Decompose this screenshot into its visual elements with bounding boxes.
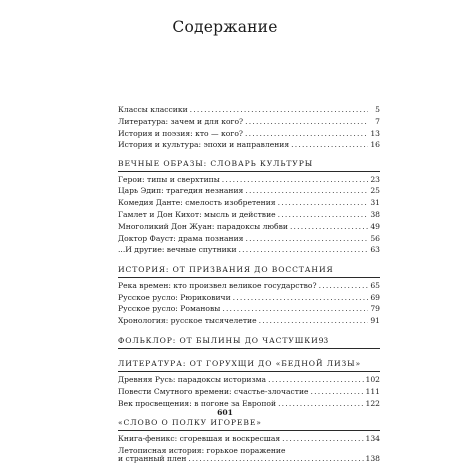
toc-entry-page: 65 <box>370 280 380 290</box>
toc-entry-label-line2: и странный плен <box>118 454 187 464</box>
toc-leader-dots <box>319 282 368 291</box>
toc-entry-line2 <box>118 455 380 464</box>
toc-entry-page: 38 <box>370 210 380 220</box>
toc-leader-dots <box>268 376 363 385</box>
toc-leader-dots <box>291 141 368 150</box>
toc-entry-label: Комедия Данте: смелость изобретения <box>118 198 276 208</box>
toc-entry-label: Классы классики <box>118 105 188 114</box>
toc-leader-dots <box>188 455 363 464</box>
toc-entry-label: История и культура: эпохи и направления <box>118 140 290 150</box>
toc-entry <box>118 376 380 388</box>
section-heading: ФОЛЬКЛОР: ОТ БЫЛИНЫ ДО ЧАСТУШКИ <box>118 335 319 345</box>
section-rule <box>118 171 380 172</box>
section-heading: ЛИТЕРАТУРА: ОТ ГОРУХЩИ ДО «БЕДНОЙ ЛИЗЫ» <box>118 359 362 369</box>
section-rule <box>118 277 380 278</box>
toc-entry-page: 69 <box>370 292 380 302</box>
toc-entry <box>118 317 380 329</box>
toc-intro <box>118 106 380 153</box>
toc-entry-page: 111 <box>365 386 380 396</box>
page-number: 601 <box>217 408 233 417</box>
toc-entry <box>118 246 380 258</box>
toc-entry-page: 5 <box>375 105 380 114</box>
toc-leader-dots <box>311 388 364 397</box>
section-heading: ИСТОРИЯ: ОТ ПРИЗВАНИЯ ДО ВОССТАНИЯ <box>118 265 334 275</box>
page-title: Содержание <box>172 18 278 36</box>
section-rule <box>118 371 380 372</box>
toc-entry-label: ...И другие: вечные спутники <box>118 245 237 255</box>
toc-entry-page: 49 <box>370 221 380 231</box>
toc-entry-page: 93 <box>318 335 329 345</box>
toc-leader-dots <box>245 235 368 244</box>
toc-entry-page: 91 <box>370 316 380 326</box>
toc-entry-label: Река времен: кто произвел великое государство? <box>118 280 317 290</box>
toc-leader-dots <box>245 130 368 139</box>
toc-entry-page: 134 <box>365 433 380 443</box>
toc-entry-label: Герои: типы и сверхтипы <box>118 174 220 184</box>
toc-entry-label: Гамлет и Дон Кихот: мысль и действие <box>118 210 276 220</box>
toc-entry-label: История и поэзия: кто — кого? <box>118 128 243 138</box>
toc-entry <box>118 447 380 465</box>
section-heading: «СЛОВО О ПОЛКУ ИГОРЕВЕ» <box>118 418 262 428</box>
toc-entry <box>118 141 380 153</box>
toc-entry-label: Древняя Русь: парадоксы историзма <box>118 374 267 384</box>
toc-leader-dots <box>290 223 368 232</box>
toc-entry-label: Век просвещения: в погоне за Европой <box>118 398 277 408</box>
toc-entry-page: 63 <box>370 245 380 255</box>
toc-leader-dots <box>190 106 368 115</box>
toc-entry-label: Хронология: русское тысячелетие <box>118 316 257 326</box>
toc-section-folklore <box>118 336 380 349</box>
toc-leader-dots <box>245 187 368 196</box>
toc-entry-label: Литература: зачем и для кого? <box>118 116 244 126</box>
toc-leader-dots <box>259 317 368 326</box>
toc-entry-page: 122 <box>365 398 380 408</box>
toc-leader-dots <box>278 199 368 208</box>
section-heading: ВЕЧНЫЕ ОБРАЗЫ: СЛОВАРЬ КУЛЬТУРЫ <box>118 159 314 169</box>
toc-entry <box>118 282 380 294</box>
toc-leader-dots <box>239 246 368 255</box>
toc-entry-page: 23 <box>370 174 380 184</box>
toc-entry-page: 102 <box>365 374 380 384</box>
toc-leader-dots <box>222 176 368 185</box>
toc-entry <box>118 388 380 400</box>
toc-entry-label: Повести Смутного времени: счастье-злочастие <box>118 386 309 396</box>
toc-section-history <box>118 265 380 329</box>
toc-entry-label-line1: Летописная история: горькое поражение <box>118 445 286 455</box>
toc-entry-page: 31 <box>370 198 380 208</box>
toc-leader-dots <box>222 305 368 314</box>
section-rule <box>118 348 380 349</box>
toc-leader-dots <box>282 435 363 444</box>
toc-leader-dots <box>245 118 368 127</box>
toc-entry-page: 7 <box>375 116 380 126</box>
toc-entry-label: Русское русло: Романовы <box>118 304 221 314</box>
toc-entry-page: 16 <box>370 140 380 150</box>
toc-section-images <box>118 159 380 258</box>
toc-leader-dots <box>278 211 368 220</box>
toc-entry-page: 138 <box>365 454 380 464</box>
toc-entry-page: 13 <box>370 128 380 138</box>
toc-section-igor <box>118 418 380 464</box>
toc-entry-label: Многоликий Дон Жуан: парадоксы любви <box>118 221 288 231</box>
toc-entry-page: 56 <box>370 233 380 243</box>
toc-leader-dots <box>233 294 368 303</box>
section-rule <box>118 430 380 431</box>
toc-entry <box>118 223 380 235</box>
toc-entry <box>118 118 380 130</box>
toc-entry <box>118 435 380 447</box>
toc-entry-page: 79 <box>370 304 380 314</box>
toc-entry-label: Книга-феникс: сгоревшая и воскресшая <box>118 433 281 443</box>
toc-section-literature <box>118 359 380 411</box>
toc-entry-page: 25 <box>370 186 380 196</box>
toc-entry-label: Русское русло: Рюриковичи <box>118 292 231 302</box>
section-heading-entry <box>118 336 380 348</box>
toc-entry-label: Царь Эдип: трагедия незнания <box>118 186 244 196</box>
toc-entry-label: Доктор Фауст: драма познания <box>118 233 244 243</box>
